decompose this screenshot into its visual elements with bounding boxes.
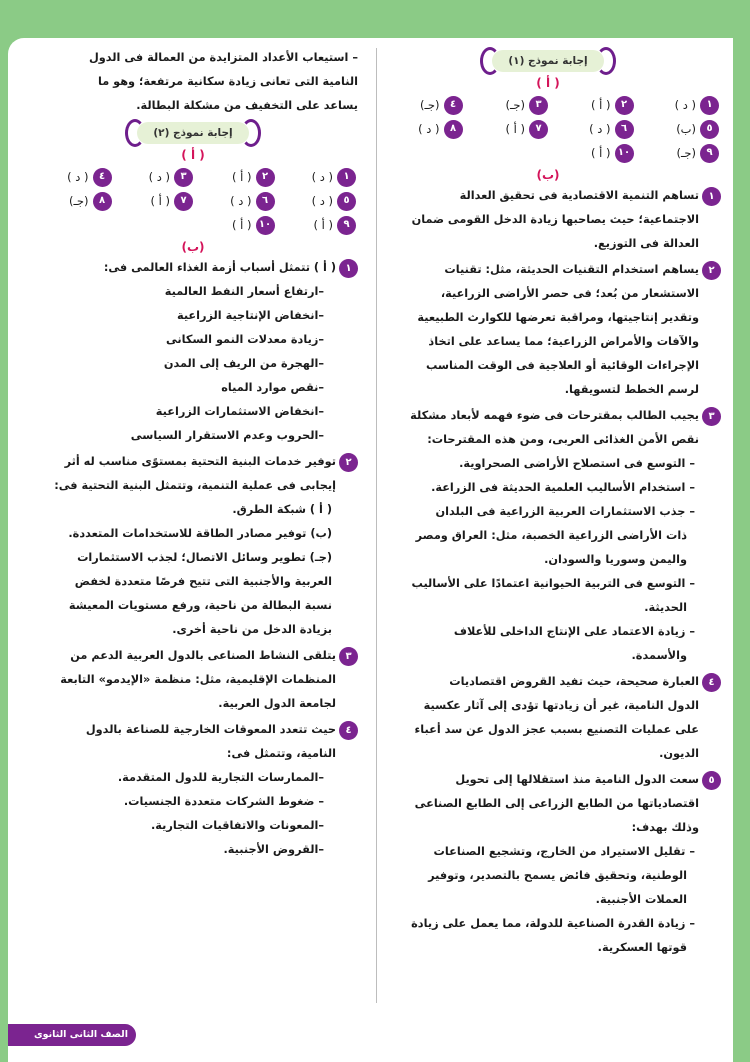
answer-line: وتقدير إنتاجيتها، ومراقبة تعرضها للكوارث الطبيعية <box>417 311 699 324</box>
number-badge: ٩ <box>337 216 356 235</box>
number-badge: ٤ <box>93 168 112 187</box>
answer-choice: (جـ) <box>676 146 696 160</box>
number-badge: ٧ <box>174 192 193 211</box>
question-3 <box>28 644 358 716</box>
section-a-label: ( أ ) <box>536 76 560 90</box>
model-1-header <box>375 50 721 72</box>
number-badge: ٨ <box>93 192 112 211</box>
question-number-badge: ١ <box>339 259 358 278</box>
answer-item <box>634 119 720 139</box>
answer-choice: (جـ) <box>505 98 525 112</box>
number-badge: ١ <box>337 168 356 187</box>
answer-choice: ( أ ) <box>591 98 611 112</box>
question-1 <box>375 184 721 256</box>
answer-choice: ( أ ) <box>232 218 252 232</box>
answer-line: الدول النامية، غير أن زيادتها تؤدى إلى آثار عكسية <box>423 699 699 712</box>
answer-item <box>377 119 463 139</box>
answer-line: يساعد على التخفيف من مشكلة البطالة. <box>136 99 358 112</box>
number-badge: ٥ <box>337 192 356 211</box>
answer-choice: ( د ) <box>418 122 440 136</box>
list-item: – استخدام الأساليب العلمية الحديثة فى الزراعة. <box>431 481 695 494</box>
answer-line: النامية التى تعانى زيادة سكانية مرتفعة؛ وهو ما <box>97 75 358 88</box>
answer-choice: ( أ ) <box>150 194 170 208</box>
answer-item <box>634 95 720 115</box>
answer-item <box>112 191 194 211</box>
answer-choice: ( د ) <box>148 170 170 184</box>
question-2 <box>28 450 358 642</box>
number-badge: ٢ <box>615 96 634 115</box>
question-number-badge: ٣ <box>702 407 721 426</box>
number-badge: ٥ <box>700 120 719 139</box>
question-number-badge: ٤ <box>702 673 721 692</box>
answer-line: النامية، وتتمثل فى: <box>226 747 336 760</box>
bracket-left-icon <box>480 47 500 75</box>
answer-line: الإجراءات الوقائية أو العلاجية فى الوقت المناسب <box>425 359 699 372</box>
list-item: والأسمدة. <box>631 649 687 662</box>
question-3 <box>375 404 721 668</box>
continued-text <box>28 46 358 118</box>
answer-line: – استيعاب الأعداد المتزايدة من العمالة فى الدول <box>88 51 358 64</box>
answer-choice: ( د ) <box>230 194 252 208</box>
list-item: –الهجرة من الريف إلى المدن <box>163 357 324 370</box>
question-number-badge: ٣ <box>339 647 358 666</box>
answer-item <box>275 215 357 235</box>
list-item: – التوسع فى استصلاح الأراضى الصحراوية. <box>459 457 695 470</box>
answer-line: اقتصادياتها من الطابع الزراعى إلى الطابع الصناعى <box>414 797 699 810</box>
list-item: ذات الأراضى الزراعية الخصبة، مثل: العراق ومصر <box>415 529 687 542</box>
list-item: –ارتفاع أسعار النفط العالمية <box>164 285 324 298</box>
section-a-label: ( أ ) <box>181 148 205 162</box>
answer-line: المنظمات الإقليمية، مثل: منظمة «الإيدمو» التابعة <box>60 673 336 686</box>
answer-line: ( أ ) تتمثل أسباب أزمة الغذاء العالمى فى: <box>103 261 336 274</box>
answer-line: إيجابى فى عملية التنمية، وتتمثل البنية التحتية فى: <box>54 479 336 492</box>
model-2-title-pill <box>137 122 248 144</box>
answer-choice: ( د ) <box>674 98 696 112</box>
answer-item <box>634 143 720 163</box>
footer-tab <box>8 1024 136 1046</box>
list-item: –القروض الأجنبية. <box>223 843 324 856</box>
answer-grid <box>375 95 721 163</box>
bracket-right-icon <box>596 47 616 75</box>
list-item: – زيادة الاعتماد على الإنتاج الداخلى للأعلاف <box>453 625 695 638</box>
right-column <box>375 46 721 962</box>
model-2-title: إجابة نموذج (٢) <box>153 127 233 139</box>
question-number-badge: ٢ <box>702 261 721 280</box>
number-badge: ١ <box>700 96 719 115</box>
list-item: بزيادة الدخل من ناحية أخرى. <box>172 623 332 636</box>
answer-item <box>30 167 112 187</box>
answer-item <box>548 143 634 163</box>
question-number-badge: ١ <box>702 187 721 206</box>
answer-line: يساهم استخدام التقنيات الحديثة، مثل: تقنيات <box>444 263 699 276</box>
question-4 <box>28 718 358 862</box>
footer-grade-label: الصف الثانى الثانوى <box>33 1029 128 1040</box>
number-badge: ١٠ <box>615 144 634 163</box>
answer-line: نقص الأمن الغذائى العربى، ومن هذه المقترحات: <box>427 433 699 446</box>
answer-choice: (جـ) <box>69 194 89 208</box>
answer-item <box>193 191 275 211</box>
bracket-right-icon <box>241 119 261 147</box>
answer-item <box>275 167 357 187</box>
answer-grid <box>28 167 358 235</box>
answer-line: والآفات والأمراض الزراعية؛ مما يساعد على اتخاذ <box>428 335 699 348</box>
left-column <box>28 46 358 864</box>
number-badge: ٦ <box>256 192 275 211</box>
list-item: العملات الأجنبية. <box>595 893 687 906</box>
answer-line: يجيب الطالب بمقترحات فى ضوء فهمه لأبعاد مشكلة <box>410 409 699 422</box>
answer-item <box>112 167 194 187</box>
list-item: –نقص موارد المياه <box>221 381 324 394</box>
answer-line: لجامعة الدول العربية. <box>218 697 336 710</box>
section-b-label: (ب) <box>181 240 205 254</box>
list-item: –انخفاض الإنتاجية الزراعية <box>176 309 324 322</box>
answer-line: الاستشعار من بُعد؛ فى حصر الأراضى الزراعية، <box>440 287 699 300</box>
answer-choice: ( د ) <box>311 170 333 184</box>
number-badge: ٤ <box>444 96 463 115</box>
list-item: – ضغوط الشركات متعددة الجنسيات. <box>123 795 324 808</box>
number-badge: ٦ <box>615 120 634 139</box>
question-number-badge: ٢ <box>339 453 358 472</box>
answer-line: وذلك بهدف: <box>631 821 699 834</box>
number-badge: ٩ <box>700 144 719 163</box>
answer-line: لرسم الخطط لتسويقها. <box>564 383 699 396</box>
answer-item <box>275 191 357 211</box>
model-1-title: إجابة نموذج (١) <box>508 55 588 67</box>
number-badge: ٣ <box>174 168 193 187</box>
answer-choice: ( د ) <box>311 194 333 208</box>
bracket-left-icon <box>125 119 145 147</box>
answer-item <box>193 215 275 235</box>
answer-line: حيث تتعدد المعوقات الخارجية للصناعة بالدول <box>85 723 336 736</box>
answer-line: العدالة فى التوزيع. <box>593 237 699 250</box>
section-b-label: (ب) <box>536 168 560 182</box>
model-1-title-pill <box>492 50 603 72</box>
answer-choice: (ب) <box>676 122 696 136</box>
answer-line: على عمليات التصنيع بسبب عجز الدول عن سد أعباء <box>414 723 699 736</box>
answer-line: العبارة صحيحة، حيث تفيد القروض اقتصاديات <box>449 675 699 688</box>
page <box>8 38 733 1062</box>
list-item: (جـ) تطوير وسائل الاتصال؛ لجذب الاستثمارات <box>77 551 332 564</box>
list-item: – تقليل الاستيراد من الخارج، وتشجيع الصناعات <box>433 845 695 858</box>
answer-item <box>463 119 549 139</box>
question-number-badge: ٤ <box>339 721 358 740</box>
number-badge: ١٠ <box>256 216 275 235</box>
answer-line: تساهم التنمية الاقتصادية فى تحقيق العدالة <box>459 189 699 202</box>
answer-choice: ( د ) <box>67 170 89 184</box>
question-2 <box>375 258 721 402</box>
list-item: واليمن وسوريا والسودان. <box>544 553 687 566</box>
list-item: (ب) توفير مصادر الطاقة للاستخدامات المتعددة. <box>68 527 332 540</box>
list-item: –المعونات والاتفاقيات التجارية. <box>150 819 324 832</box>
list-item: الوطنية، وتحقيق فائض يسمح بالتصدير، وتوفير <box>428 869 687 882</box>
number-badge: ٢ <box>256 168 275 187</box>
list-item: قوتها العسكرية. <box>597 941 687 954</box>
answer-line: الديون. <box>659 747 699 760</box>
list-item: نسبة البطالة من ناحية، ورفع مستويات المعيشة <box>68 599 332 612</box>
answer-item <box>30 191 112 211</box>
question-number-badge: ٥ <box>702 771 721 790</box>
list-item: –زيادة معدلات النمو السكانى <box>165 333 324 346</box>
question-5 <box>375 768 721 960</box>
number-badge: ٣ <box>529 96 548 115</box>
question-1 <box>28 256 358 448</box>
answer-line: سعت الدول النامية منذ استقلالها إلى تحويل <box>455 773 699 786</box>
question-4 <box>375 670 721 766</box>
answer-choice: ( أ ) <box>313 218 333 232</box>
list-item: –الممارسات التجارية للدول المتقدمة. <box>117 771 324 784</box>
answer-item <box>193 167 275 187</box>
answer-line: يتلقى النشاط الصناعى بالدول العربية الدعم من <box>70 649 336 662</box>
answer-choice: ( أ ) <box>232 170 252 184</box>
answer-item <box>377 95 463 115</box>
answer-choice: ( د ) <box>589 122 611 136</box>
answer-line: الاجتماعية؛ حيث يصاحبها زيادة الدخل القومى ضمان <box>411 213 699 226</box>
answer-choice: ( أ ) <box>505 122 525 136</box>
answer-item <box>463 95 549 115</box>
list-item: الحديثة. <box>644 601 687 614</box>
answer-choice: ( أ ) <box>591 146 611 160</box>
answer-choice: (جـ) <box>420 98 440 112</box>
list-item: العربية والأجنبية التى تتيح فرصًا متعددة لخفض <box>74 575 332 588</box>
answer-item <box>548 119 634 139</box>
list-item: ( أ ) شبكة الطرق. <box>232 503 332 516</box>
list-item: – جذب الاستثمارات العربية الزراعية فى البلدان <box>435 505 695 518</box>
model-2-header <box>28 122 358 144</box>
answer-item <box>548 95 634 115</box>
number-badge: ٧ <box>529 120 548 139</box>
answer-line: توفير خدمات البنية التحتية بمستوًى مناسب له أثر <box>64 455 336 468</box>
list-item: – زيادة القدرة الصناعية للدولة، مما يعمل على زيادة <box>411 917 695 930</box>
list-item: –الحروب وعدم الاستقرار السياسى <box>130 429 324 442</box>
list-item: –انخفاض الاستثمارات الزراعية <box>155 405 324 418</box>
list-item: – التوسع فى التربية الحيوانية اعتمادًا على الأساليب <box>411 577 695 590</box>
number-badge: ٨ <box>444 120 463 139</box>
